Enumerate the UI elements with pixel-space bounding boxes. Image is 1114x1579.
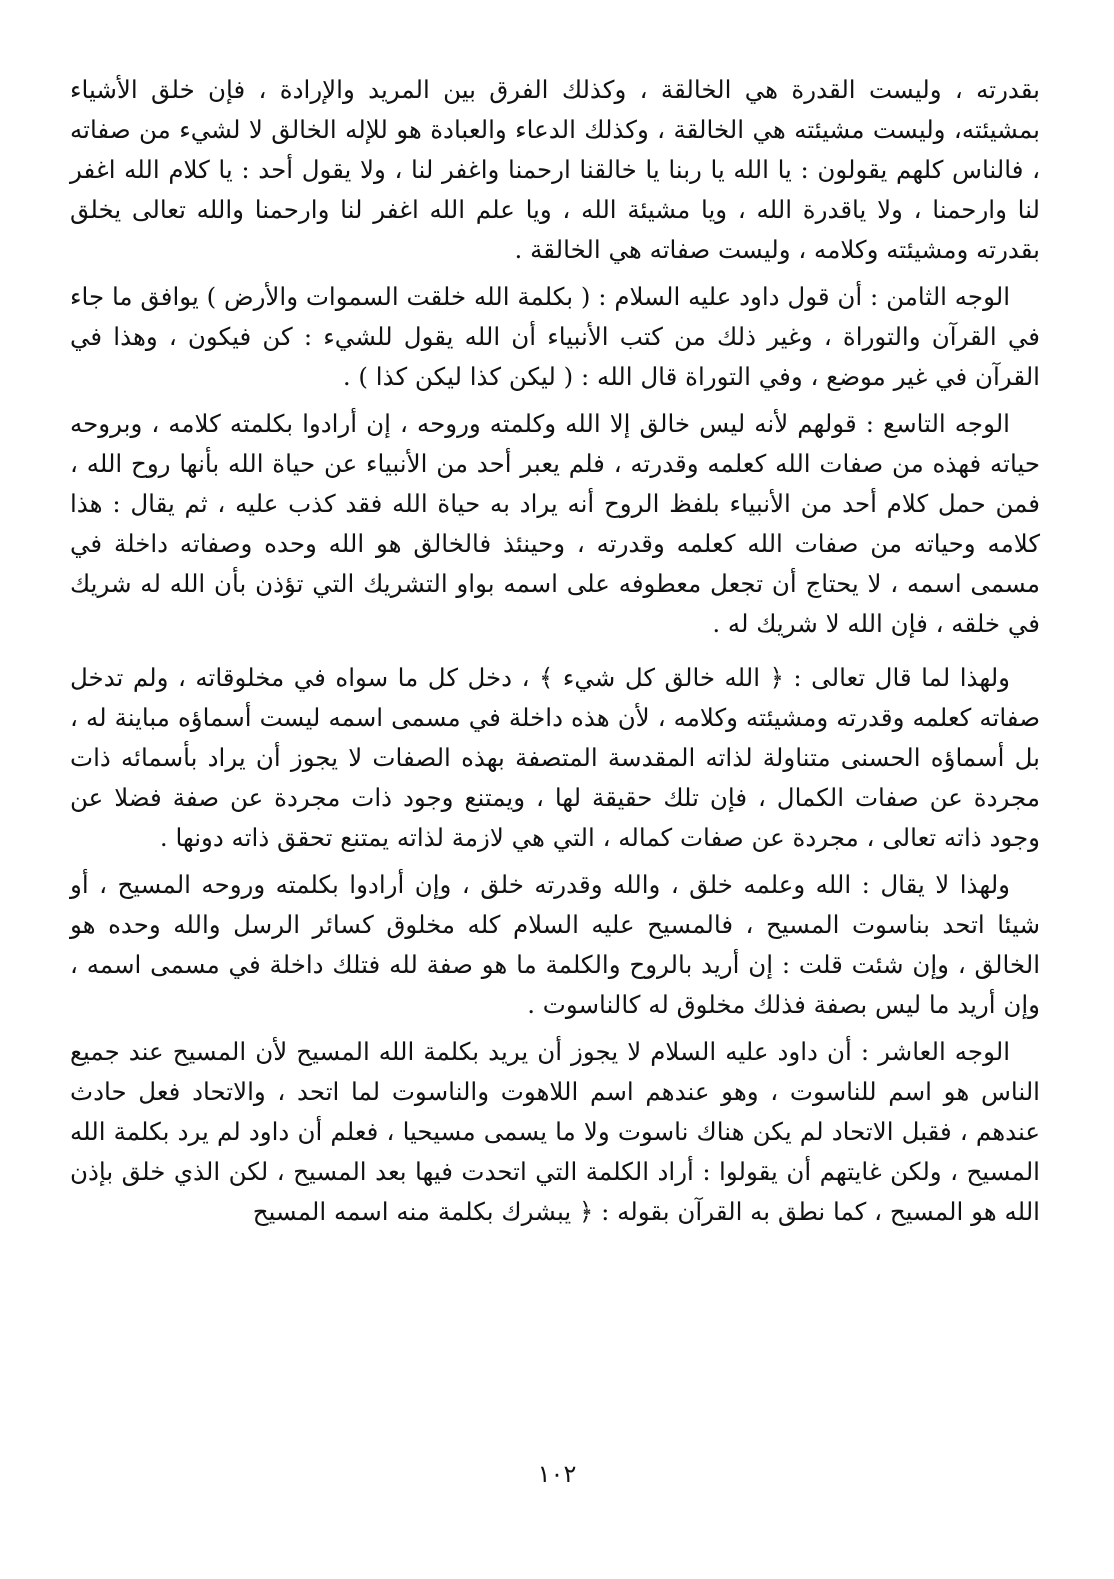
paragraph-2: الوجه الثامن : أن قول داود عليه السلام : ( بكلمة الله خلقت السموات والأرض ) يوافق ما جاء في القرآن والتوراة ، وغير ذلك من كتب الأنبياء أن الله يقول للشيء : كن فيكون ، وهذا في القرآن في غير موضع ، وفي التوراة قال الله : ( ليكن كذا ليكن كذا ) . xyxy=(70,282,1040,391)
paragraph-1: بقدرته ، وليست القدرة هي الخالقة ، وكذلك الفرق بين المريد والإرادة ، فإن خلق الأشياء بمشيئته، وليست مشيئته هي الخالقة ، وكذلك الدعاء والعبادة هو للإله الخالق لا لشيء من صفاته ، فالناس كلهم يقولون : يا الله يا ربنا يا خالقنا ارحمنا واغفر لنا ، ولا يقول أحد : يا كلام الله اغفر لنا وارحمنا ، ولا ياقدرة الله ، ويا مشيئة الله ، ويا علم الله اغفر لنا وارحمنا والله تعالى يخلق بقدرته ومشيئته وكلامه ، وليست صفاته هي الخالقة . xyxy=(70,75,1040,264)
page-body xyxy=(70,70,1040,1239)
paragraph-4: ولهذا لما قال تعالى : ﴿ الله خالق كل شيء ﴾ ، دخل كل ما سواه في مخلوقاته ، ولم تدخل صفاته كعلمه وقدرته ومشيئته وكلامه ، لأن هذه داخلة في مسمى اسمه ليست أسماؤه مباينة له ، بل أسماؤه الحسنى متناولة لذاته المقدسة المتصفة بهذه الصفات لا يجوز أن يراد بأسمائه ذات مجردة عن صفات الكمال ، فإن تلك حقيقة لها ، ويمتنع وجود ذات مجردة عن صفة فضلا عن وجود ذاته تعالى ، مجردة عن صفات كماله ، التي هي لازمة لذاته يمتنع تحقق ذاته دونها . xyxy=(70,663,1040,852)
paragraph-5: ولهذا لا يقال : الله وعلمه خلق ، والله وقدرته خلق ، وإن أرادوا بكلمته وروحه المسيح ، أو شيئا اتحد بناسوت المسيح ، فالمسيح عليه السلام كله مخلوق كسائر الرسل والله وحده هو الخالق ، وإن شئت قلت : إن أريد بالروح والكلمة ما هو صفة لله فتلك داخلة في مسمى اسمه ، وإن أريد ما ليس بصفة فذلك مخلوق له كالناسوت . xyxy=(70,870,1040,1019)
paragraph-3: الوجه التاسع : قولهم لأنه ليس خالق إلا الله وكلمته وروحه ، إن أرادوا بكلمته كلامه ، وبروحه حياته فهذه من صفات الله كعلمه وقدرته ، فلم يعبر أحد من الأنبياء عن حياة الله بأنها روح الله ، فمن حمل كلام أحد من الأنبياء بلفظ الروح أنه يراد به حياة الله فقد كذب عليه ، ثم يقال : هذا كلامه وحياته من صفات الله كعلمه وقدرته ، وحينئذ فالخالق هو الله وحده وصفاته داخلة في مسمى اسمه ، لا يحتاج أن تجعل معطوفه على اسمه بواو التشريك التي تؤذن بأن الله له شريك في خلقه ، فإن الله لا شريك له . xyxy=(70,409,1040,638)
paragraph-6: الوجه العاشر : أن داود عليه السلام لا يجوز أن يريد بكلمة الله المسيح لأن المسيح عند جميع الناس هو اسم للناسوت ، وهو عندهم اسم اللاهوت والناسوت لما اتحد ، والاتحاد فعل حادث عندهم ، فقبل الاتحاد لم يكن هناك ناسوت ولا ما يسمى مسيحيا ، فعلم أن داود لم يرد بكلمة الله المسيح ، ولكن غايتهم أن يقولوا : أراد الكلمة التي اتحدت فيها بعد المسيح ، لكن الذي خلق بإذن الله هو المسيح ، كما نطق به القرآن بقوله : ﴿ يبشرك بكلمة منه اسمه المسيح xyxy=(70,1037,1040,1226)
page-number: ١٠٢ xyxy=(537,1460,577,1488)
